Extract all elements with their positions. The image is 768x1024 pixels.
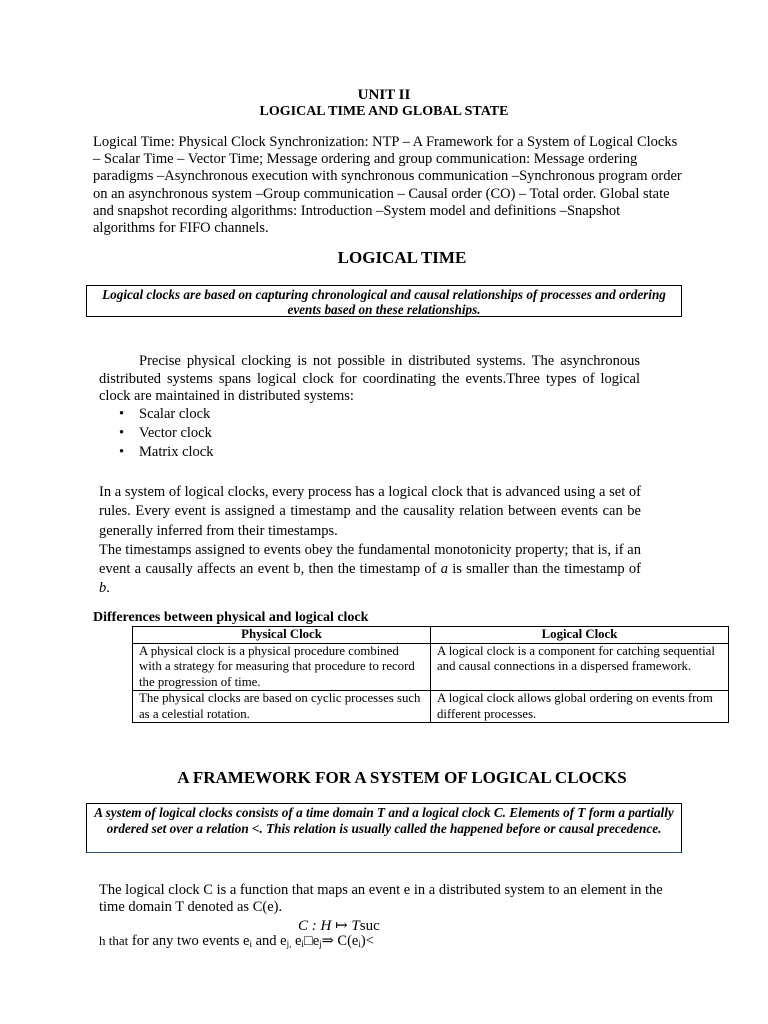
table-row [133,643,729,691]
logical-time-heading: LOGICAL TIME [337,248,467,267]
logical-clock-description [99,483,641,599]
table-row [133,691,729,723]
bullet-icon: • [119,425,125,441]
table-cell: A logical clock allows global ordering on events from different processes. [431,691,729,723]
list-item: • Scalar clock [119,406,211,422]
para2-second: The timestamps assigned to events obey the fundamental monotonicity property; that is, if an event a causally affects an event b, then the timestamp of a is smaller than the timestamp of b. [99,541,642,597]
para2-first: In a system of logical clocks, every process has a logical clock that is advanced using a set of rules. Every event is assigned a timestamp and the causality relation between events can be generally inferred from their timestamps. [99,484,641,539]
clock-types-list [119,405,214,462]
table-cell: The physical clocks are based on cyclic processes such as a celestial rotation. [133,691,431,723]
syllabus-paragraph: Logical Time: Physical Clock Synchronization: NTP – A Framework for a System of Logical Clocks – Scalar Time – Vector Time; Message ordering and group communication: Message ordering paradigms –Asynchronous execution with synchronous communication –Synchronous program order on an asynchronous system –Group communication – Causal order (CO) – Total order. Global state and snapshot recording algorithms: Introduction –System model and definitions –Snapshot algorithms for FIFO channels. [93,134,682,237]
differences-title: Differences between physical and logical clock [93,610,369,625]
framework-heading: A FRAMEWORK FOR A SYSTEM OF LOGICAL CLOCKS [177,768,627,787]
causality-condition-line: h that for any two events $e_i$ and $e_{j,}$ $e_i□e_j\Rightarrow$ $C(e_i)<$ [99,933,374,949]
clock-mapping-formula: C : H ↦ Tsuc [298,918,380,934]
missing-glyph-icon: □ [303,933,313,949]
logical-clock-definition-text: Logical clocks are based on capturing chronological and causal relationships of processes and ordering events based on these relationships. [102,287,666,317]
column-header: Logical Clock [431,627,729,644]
unit-title: LOGICAL TIME AND GLOBAL STATE [259,104,509,119]
differences-table [132,626,729,723]
table-header-row [133,627,729,644]
bullet-icon: • [119,406,125,422]
table-cell: A logical clock is a component for catching sequential and causal connections in a dispersed framework. [431,643,729,691]
unit-label: UNIT II [357,87,411,103]
column-header: Physical Clock [133,627,431,644]
logical-time-intro [99,353,640,406]
bullet-icon: • [119,444,125,460]
list-item: • Vector clock [119,425,212,441]
table-cell: A physical clock is a physical procedure combined with a strategy for measuring that procedure to record the progression of time. [133,643,431,691]
framework-definition-box [86,803,682,853]
intro-text: Precise physical clocking is not possible in distributed systems. The asynchronous distributed systems spans logical clock for coordinating the events.Three types of logical clock are maintained in distributed systems: [99,353,640,404]
logical-clock-definition-box [86,285,682,317]
list-item: • Matrix clock [119,444,214,460]
framework-definition-text: A system of logical clocks consists of a time domain T and a logical clock C. Elements of T form a partially ordered set over a relation <. This relation is usually called the happened before or causal precedence. [94,805,674,836]
logical-clock-function-paragraph: The logical clock C is a function that maps an event e in a distributed system to an element in the time domain T denoted as C(e). [99,882,663,916]
